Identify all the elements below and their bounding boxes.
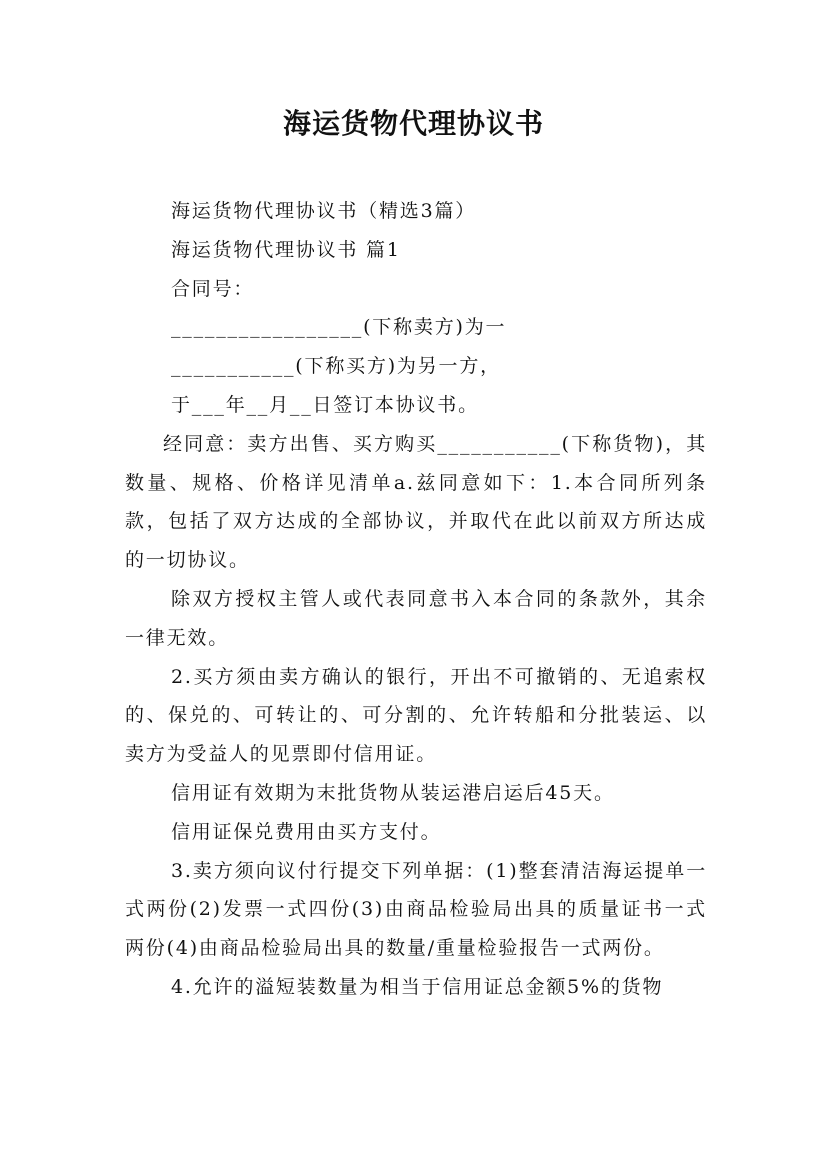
paragraph-clause-3: 3.卖方须向议付行提交下列单据：(1)整套清洁海运提单一式两份(2)发票一式四份(3)由商品检验局出具的质量证书一式两份(4)由商品检验局出具的数量/重量检验报告一式两份。	[125, 859, 707, 960]
paragraph-lc-validity: 信用证有效期为末批货物从装运港启运后45天。	[171, 781, 615, 804]
paragraph-contract-number: 合同号：	[171, 277, 255, 300]
paragraph-section-heading: 海运货物代理协议书 篇1	[171, 238, 401, 261]
paragraph-seller-line: _________________(下称卖方)为一	[171, 316, 507, 339]
document-body	[125, 192, 707, 1007]
paragraph-clause-4: 4.允许的溢短装数量为相当于信用证总金额5%的货物	[171, 975, 664, 998]
paragraph-subtitle: 海运货物代理协议书（精选3篇）	[171, 200, 477, 222]
paragraph-signing-date: 于___年__月__日签订本协议书。	[171, 393, 479, 416]
paragraph-validity: 除双方授权主管人或代表同意书入本合同的条款外，其余一律无效。	[125, 587, 707, 649]
paragraph-lc-fee: 信用证保兑费用由买方支付。	[171, 820, 442, 843]
paragraph-clause-2: 2.买方须由卖方确认的银行，开出不可撤销的、无追索权的、保兑的、可转让的、可分割的、允许转船和分批装运、以卖方为受益人的见票即付信用证。	[125, 665, 707, 766]
document-title: 海运货物代理协议书	[282, 107, 544, 140]
paragraph-buyer-line: ___________(下称买方)为另一方，	[171, 355, 501, 378]
paragraph-agreement: 经同意：卖方出售、买方购买___________(下称货物)，其数量、规格、价格详见清单a.兹同意如下：1.本合同所列条款，包括了双方达成的全部协议，并取代在此以前双方所达成的一切协议。	[125, 432, 707, 572]
